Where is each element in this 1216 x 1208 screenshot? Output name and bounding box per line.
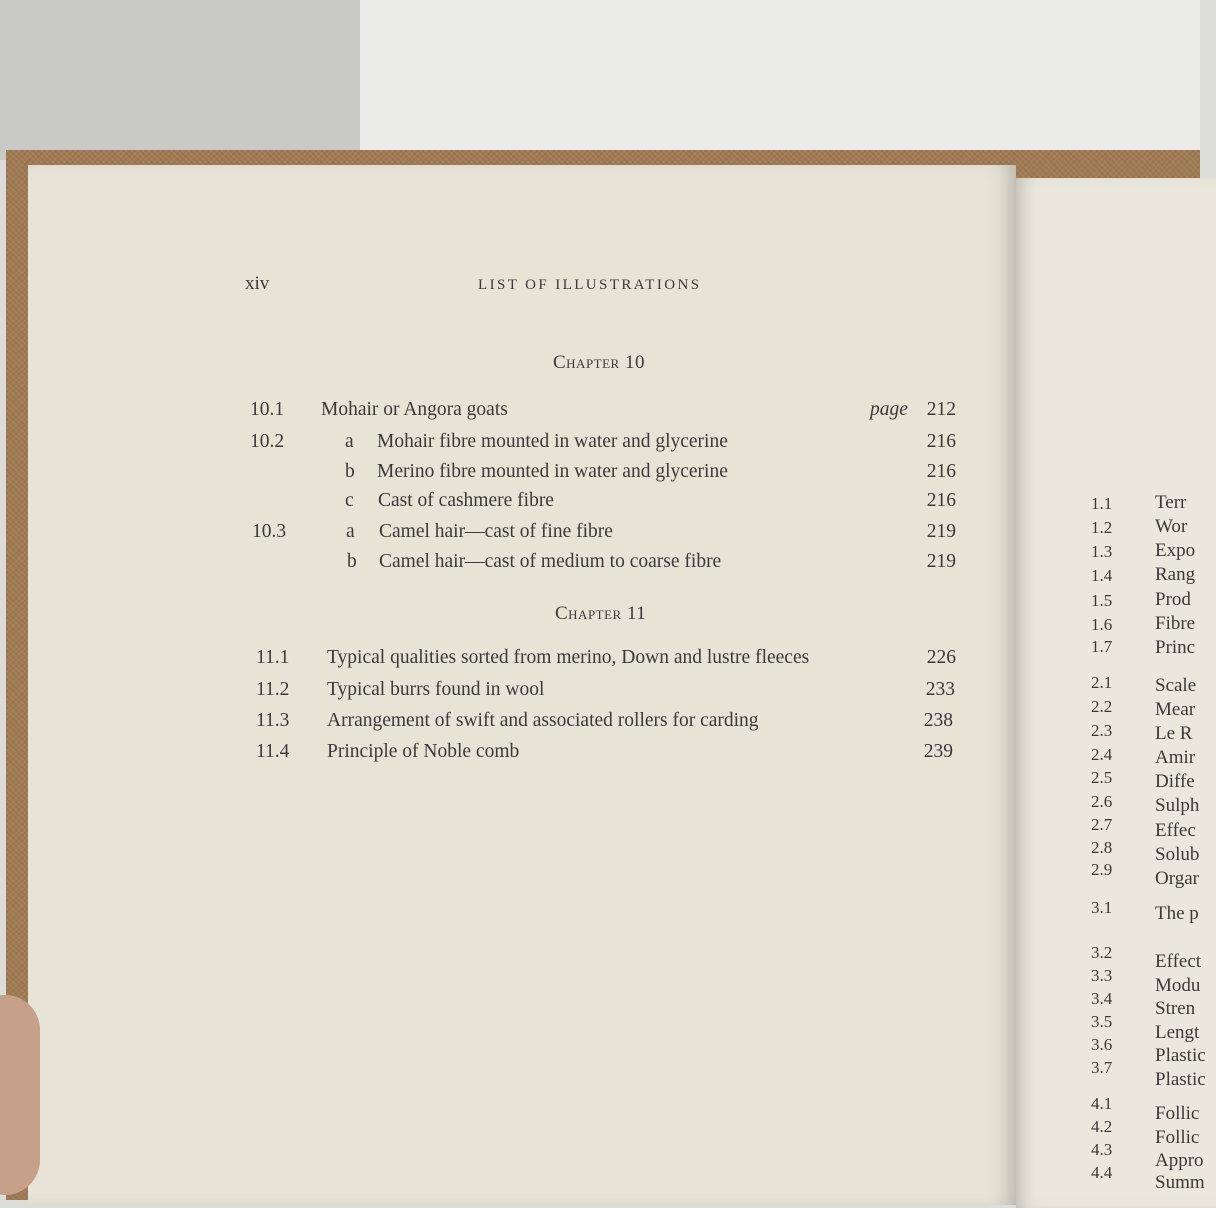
right-figure-number: 2.8 bbox=[1091, 838, 1113, 857]
figure-page: 216 bbox=[926, 490, 956, 511]
chapter-heading: Chapter 10 bbox=[553, 352, 645, 373]
right-figure-number: 2.1 bbox=[1091, 673, 1113, 692]
right-figure-number: 1.6 bbox=[1091, 615, 1113, 634]
figure-number: 10.2 bbox=[250, 431, 285, 452]
figure-subletter: b bbox=[345, 461, 355, 482]
list-item bbox=[256, 679, 976, 707]
figure-number: 11.4 bbox=[256, 741, 290, 762]
chapter-heading: Chapter 11 bbox=[555, 603, 647, 624]
right-figure-title: Solub bbox=[1155, 844, 1200, 865]
right-figure-title: Summ bbox=[1155, 1172, 1205, 1193]
right-figure-title: The p bbox=[1155, 903, 1199, 924]
right-figure-number: 2.7 bbox=[1091, 815, 1113, 834]
list-item bbox=[250, 490, 970, 518]
right-figure-number: 1.7 bbox=[1091, 637, 1113, 656]
figure-title: Principle of Noble comb bbox=[327, 741, 520, 762]
figure-subletter: a bbox=[346, 521, 355, 542]
right-figure-number: 1.4 bbox=[1091, 566, 1113, 585]
figure-page: 226 bbox=[926, 647, 956, 668]
list-item bbox=[250, 399, 970, 427]
figure-number: 10.3 bbox=[252, 521, 287, 542]
right-figure-number: 2.6 bbox=[1091, 792, 1113, 811]
figure-title: Cast of cashmere fibre bbox=[378, 490, 554, 511]
background-wall-right bbox=[360, 0, 1200, 160]
list-item bbox=[250, 431, 970, 459]
right-figure-title: Fibre bbox=[1155, 613, 1196, 634]
list-item bbox=[252, 551, 972, 579]
right-figure-number: 3.3 bbox=[1091, 966, 1113, 985]
list-item bbox=[256, 647, 976, 675]
page-label: page bbox=[870, 399, 908, 420]
right-figure-title: Plastic bbox=[1155, 1045, 1206, 1066]
figure-title: Typical qualities sorted from merino, Down and lustre fleeces bbox=[327, 647, 810, 668]
right-figure-number: 4.3 bbox=[1091, 1140, 1113, 1159]
right-figure-title: Wor bbox=[1155, 516, 1188, 537]
right-figure-title: Le R bbox=[1155, 723, 1193, 744]
right-figure-title: Expo bbox=[1155, 540, 1196, 561]
right-figure-number: 3.7 bbox=[1091, 1058, 1113, 1077]
right-figure-title: Scale bbox=[1155, 675, 1197, 696]
background-wall-left bbox=[0, 0, 360, 160]
right-figure-title: Lengt bbox=[1155, 1022, 1200, 1043]
right-figure-number: 4.4 bbox=[1091, 1163, 1113, 1182]
holding-thumb bbox=[0, 995, 40, 1195]
figure-subletter: b bbox=[347, 551, 357, 572]
figure-title: Typical burrs found in wool bbox=[327, 679, 545, 700]
right-figure-title: Mear bbox=[1155, 699, 1196, 720]
right-figure-number: 2.5 bbox=[1091, 768, 1113, 787]
list-item bbox=[256, 710, 976, 738]
right-figure-title: Orgar bbox=[1155, 868, 1199, 889]
page-number: xiv bbox=[245, 273, 270, 294]
right-figure-title: Effect bbox=[1155, 951, 1202, 972]
right-figure-title: Terr bbox=[1155, 492, 1187, 513]
figure-subletter: c bbox=[345, 490, 354, 511]
figure-page: 233 bbox=[925, 679, 955, 700]
right-figure-title: Follic bbox=[1155, 1103, 1200, 1124]
right-figure-title: Prod bbox=[1155, 589, 1191, 610]
right-figure-number: 2.3 bbox=[1091, 721, 1113, 740]
figure-number: 11.1 bbox=[256, 647, 290, 668]
right-figure-title: Effec bbox=[1155, 820, 1196, 841]
right-figure-number: 1.1 bbox=[1091, 494, 1113, 513]
list-item bbox=[250, 461, 970, 489]
list-item bbox=[252, 521, 972, 549]
right-figure-title: Princ bbox=[1155, 637, 1196, 658]
list-item bbox=[256, 741, 976, 769]
running-head: LIST OF ILLUSTRATIONS bbox=[478, 277, 702, 293]
right-figure-number: 1.2 bbox=[1091, 518, 1113, 537]
figure-page: 219 bbox=[926, 521, 956, 542]
figure-page: 216 bbox=[926, 431, 956, 452]
right-figure-title: Follic bbox=[1155, 1127, 1200, 1148]
figure-page: 238 bbox=[923, 710, 953, 731]
right-figure-title: Amir bbox=[1155, 747, 1196, 768]
figure-title: Camel hair—cast of medium to coarse fibre bbox=[379, 551, 722, 572]
figure-title: Arrangement of swift and associated rollers for carding bbox=[327, 710, 759, 731]
right-figure-title: Diffe bbox=[1155, 771, 1195, 792]
figure-title: Camel hair—cast of fine fibre bbox=[379, 521, 613, 542]
figure-page: 212 bbox=[926, 399, 956, 420]
right-figure-number: 3.4 bbox=[1091, 989, 1113, 1008]
right-figure-number: 1.3 bbox=[1091, 542, 1113, 561]
right-figure-number: 3.6 bbox=[1091, 1035, 1113, 1054]
figure-title: Mohair or Angora goats bbox=[321, 399, 508, 420]
right-figure-title: Plastic bbox=[1155, 1069, 1206, 1090]
figure-page: 239 bbox=[923, 741, 953, 762]
figure-page: 216 bbox=[926, 461, 956, 482]
right-figure-title: Stren bbox=[1155, 998, 1196, 1019]
right-figure-title: Rang bbox=[1155, 564, 1196, 585]
right-figure-number: 1.5 bbox=[1091, 591, 1113, 610]
figure-number: 11.3 bbox=[256, 710, 290, 731]
right-figure-number: 2.2 bbox=[1091, 697, 1113, 716]
figure-number: 10.1 bbox=[250, 399, 285, 420]
right-figure-number: 4.2 bbox=[1091, 1117, 1113, 1136]
right-figure-title: Sulph bbox=[1155, 795, 1200, 816]
figure-title: Mohair fibre mounted in water and glycerine bbox=[377, 431, 728, 452]
figure-page: 219 bbox=[926, 551, 956, 572]
right-figure-title: Modu bbox=[1155, 975, 1201, 996]
figure-subletter: a bbox=[345, 431, 354, 452]
right-figure-number: 3.2 bbox=[1091, 943, 1113, 962]
right-figure-number: 3.1 bbox=[1091, 898, 1113, 917]
right-figure-number: 2.4 bbox=[1091, 745, 1113, 764]
figure-title: Merino fibre mounted in water and glycerine bbox=[377, 461, 728, 482]
right-figure-title: Appro bbox=[1155, 1150, 1204, 1171]
figure-number: 11.2 bbox=[256, 679, 290, 700]
right-figure-number: 3.5 bbox=[1091, 1012, 1113, 1031]
right-figure-number: 4.1 bbox=[1091, 1094, 1113, 1113]
right-figure-number: 2.9 bbox=[1091, 860, 1113, 879]
